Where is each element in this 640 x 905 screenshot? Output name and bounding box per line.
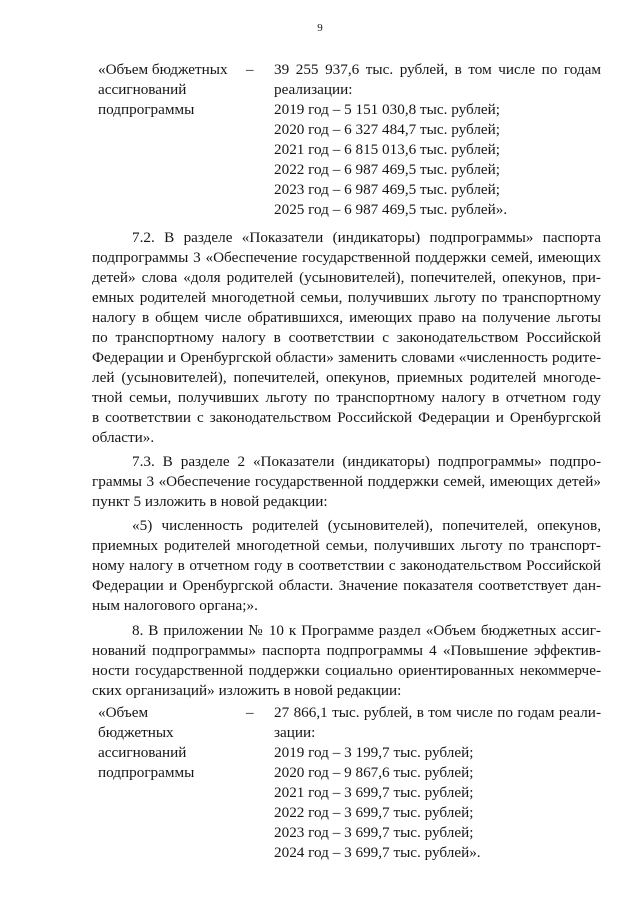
budget-label-line: «Объем — [98, 704, 149, 721]
budget-line: 2024 год – 3 699,7 тыс. рублей». — [274, 844, 481, 861]
text-line: ным налогового органа;». — [92, 597, 258, 614]
text-line: Федерации и Оренбургской области. Значение показателя соответствует дан- — [92, 577, 601, 594]
budget-line: 39 255 937,6 тыс. рублей, в том числе по годам — [274, 61, 601, 78]
text-line: 8. В приложении № 10 к Программе раздел «Объем бюджетных ассиг- — [132, 622, 601, 639]
budget-line: 2022 год – 6 987 469,5 тыс. рублей; — [274, 161, 501, 178]
text-line: емных родителей многодетной семьи, получивших льготу по транспортному — [92, 289, 601, 306]
page-number: 9 — [317, 22, 323, 34]
budget-line: 2020 год – 6 327 484,7 тыс. рублей; — [274, 121, 501, 138]
budget-line: 2025 год – 6 987 469,5 тыс. рублей». — [274, 201, 508, 218]
text-line: приемных родителей многодетной семьи, получивших льготу по транспорт- — [92, 537, 601, 554]
budget-label-line: бюджетных — [98, 724, 174, 741]
text-line: «5) численность родителей (усыновителей), попечителей, опекунов, — [132, 517, 601, 534]
budget-label-line: подпрограммы — [98, 101, 195, 118]
text-line: граммы 3 «Обеспечение государственной поддержки семей, имеющих детей» — [92, 473, 601, 490]
budget-line: 2023 год – 6 987 469,5 тыс. рублей; — [274, 181, 501, 198]
budget-line: 2023 год – 3 699,7 тыс. рублей; — [274, 824, 474, 841]
text-line: 7.3. В разделе 2 «Показатели (индикаторы) подпрограммы» подпро- — [132, 453, 601, 470]
text-line: тной семьи, получивших льготу по транспортному налогу в отчетном году — [92, 389, 601, 406]
budget-line: 2020 год – 9 867,6 тыс. рублей; — [274, 764, 474, 781]
text-line: ских организаций» изложить в новой редакции: — [92, 682, 402, 699]
budget-label-line: подпрограммы — [98, 764, 195, 781]
text-line: лей (усыновителей), попечителей, опекунов, приемных родителей многоде- — [92, 369, 601, 386]
text-line: подпрограммы 3 «Обеспечение государственной поддержки семей, имеющих — [92, 249, 601, 266]
budget-dash: – — [246, 704, 254, 721]
budget-line: 2019 год – 3 199,7 тыс. рублей; — [274, 744, 474, 761]
text-line: Федерации и Оренбургской области» заменить словами «численность родите- — [92, 349, 601, 366]
text-line: в соответствии с законодательством Российской Федерации и Оренбургской — [92, 409, 601, 426]
budget-label-line: ассигнований — [98, 744, 187, 761]
budget-dash: – — [246, 61, 254, 78]
text-line: налогу в общем числе обратившихся, имеющих право на получение льготы — [92, 309, 601, 326]
budget-line: зации: — [274, 724, 316, 741]
text-line: пункт 5 изложить в новой редакции: — [92, 493, 328, 510]
budget-line: 27 866,1 тыс. рублей, в том числе по годам реали- — [274, 704, 601, 721]
budget-line: 2022 год – 3 699,7 тыс. рублей; — [274, 804, 474, 821]
budget-line: 2021 год – 3 699,7 тыс. рублей; — [274, 784, 474, 801]
text-line: ному налогу в отчетном году в соответствии с законодательством Российской — [92, 557, 601, 574]
text-line: 7.2. В разделе «Показатели (индикаторы) подпрограммы» паспорта — [132, 229, 601, 246]
budget-label-line: ассигнований — [98, 81, 187, 98]
budget-line: 2021 год – 6 815 013,6 тыс. рублей; — [274, 141, 501, 158]
text-line: детей» слова «доля родителей (усыновителей), попечителей, опекунов, при- — [92, 269, 601, 286]
text-line: нований подпрограммы» паспорта подпрограммы 4 «Повышение эффектив- — [92, 642, 601, 659]
budget-label-line: «Объем бюджетных — [98, 61, 228, 78]
text-line: области». — [92, 429, 155, 446]
text-line: ности государственной поддержки социально ориентированных некоммерче- — [92, 662, 601, 679]
text-line: по транспортному налогу в соответствии с законодательством Российской — [92, 329, 601, 346]
budget-line: 2019 год – 5 151 030,8 тыс. рублей; — [274, 101, 501, 118]
budget-line: реализации: — [274, 81, 353, 98]
